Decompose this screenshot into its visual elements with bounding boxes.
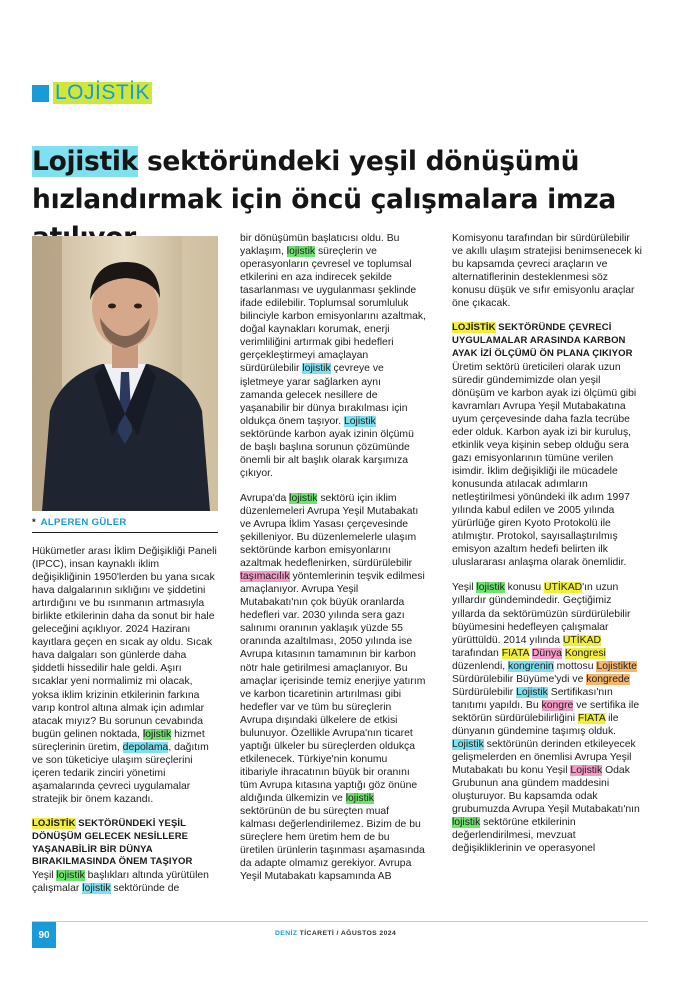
highlight-fiata: FIATA bbox=[577, 712, 606, 724]
text-run: sektörüne etkilerinin değerlendirilmesi, mevzuat değişikliklerinin ve operasyonel bbox=[452, 817, 596, 855]
highlight-utikad: UTİKAD bbox=[544, 582, 583, 594]
highlight-lojistik: LOJİSTİK bbox=[452, 322, 496, 334]
highlight-lojistik: Lojistik bbox=[570, 765, 603, 777]
col1-paragraph-1 bbox=[32, 545, 218, 806]
text-run: SEKTÖRÜNDEKİ YEŞİL DÖNÜŞÜM GELECEK NESİLLERE YAŞANABİLİR BİR DÜNYA BIRAKILMASINDA ÖNEM TAŞIYOR bbox=[32, 817, 193, 868]
highlight-kongrenin: kongrenin bbox=[508, 660, 554, 672]
text-run: çevreye ve işletmeye yarar sağlarken aynı zamanda gelecek nesillere de yaşanabilir bir dünya bırakılması için oldukça önem taşıyor. bbox=[240, 363, 408, 427]
footer-divider bbox=[32, 921, 648, 922]
col1-subheading bbox=[32, 818, 218, 869]
text-run: sektörünün de bu süreçten muaf kalması değerlendirilemez. Bizim de bu süreçlere hem üretim hem de bu üretilen ürünlerin taşınması aşamasında da adapte olmamız gerekiyor. Avrupa Yeşil Mutabakatı kapsamında AB bbox=[240, 806, 425, 883]
col2-paragraph-1 bbox=[240, 232, 426, 480]
footer-issue: TİCARETİ / AĞUSTOS 2024 bbox=[297, 930, 397, 937]
section-label: LOJİSTİK bbox=[55, 81, 151, 104]
highlight-lojistik: lojistik bbox=[289, 492, 318, 504]
footer-publication bbox=[275, 930, 396, 937]
column-2 bbox=[240, 232, 426, 883]
text-run: başlıkları altında yürütülen çalışmalar bbox=[32, 870, 209, 895]
text-run: Yeşil bbox=[32, 870, 57, 882]
highlight-lojistik: lojistik bbox=[302, 363, 331, 375]
text-run: bir dönüşümün başlatıcısı oldu. Bu yaklaşım, bbox=[240, 233, 400, 258]
highlight-tasimacilik: taşımacılık bbox=[240, 571, 290, 583]
text-run: düzenlendi, bbox=[452, 660, 509, 672]
spacer bbox=[32, 806, 218, 818]
highlight-dunya: Dünya bbox=[531, 647, 562, 659]
page-number: 90 bbox=[32, 922, 56, 948]
highlight-lojistik: lojistik bbox=[476, 582, 505, 594]
col2-paragraph-2 bbox=[240, 492, 426, 883]
highlight-kongresi: Kongresi bbox=[564, 647, 606, 659]
headline-line1-rest: sektöründeki yeşil dönüşümü bbox=[138, 146, 580, 177]
spacer bbox=[240, 480, 426, 492]
col3-paragraph-3 bbox=[452, 581, 642, 855]
text-run: , dağıtım ve son tüketiciye ulaşım süreçlerini içeren tedarik zinciri yönetimi aşamalarında çevreci uygulamalar stratejik bir önem kazandı. bbox=[32, 741, 209, 805]
column-1 bbox=[32, 545, 218, 895]
text-run: süreçlerin ve operasyonların çevresel ve toplumsal etkilerini en aza indirecek şekilde tasarlanması ve uygulanması şeklinde ifade edilebilir. Toplumsal sorumluluk bilinciyle karbon emisyonlarını azaltmak, doğal kaynakları korumak, enerji verimliliğini artırmak gibi hedefleri gerçekleştirmeyi amaçlayan sürdürülebilir bbox=[240, 246, 426, 375]
highlight-kongrede: kongrede bbox=[586, 673, 630, 685]
text-run: sektöründe karbon ayak izinin ölçümü de başlı başlına sorunun çözümünde önemli bir alt başlık olarak karşımıza çıkıyor. bbox=[240, 428, 414, 479]
highlight-lojistik: Lojistik bbox=[452, 738, 484, 750]
text-run: sektörünün derinden etkileyecek gelişmelerden en önemlisi Avrupa Yeşil Mutabakatı bu konu Yeşil bbox=[452, 738, 636, 777]
highlight-lojistik: lojistik bbox=[82, 883, 111, 895]
text-run: Hükümetler arası İklim Değişikliği Paneli (IPCC), insan kaynaklı iklim değişikliğinin 1950'lerden bu yana sıcak hava dalgalarının sıklığını ve şiddetini artırdığını ve bu ısınmanın artmasıyla birlikte etkilerinin daha da sonut bir hale geleceğini açıklıyor. 2024 Haziranı kayıtlara geçen en sıcak ay oldu. Sıcak hava dalgaları son günlerde daha şiddetli hissedilir hale geldi. Aşırı sıcaklar yeni normalimiz mi olacak, yoksa iklim krizinin etkilerinin farkına varıp kontrol altına almak için adımlar atacak mıyız? Bu sorunun cevabında bugün gelinen noktada, bbox=[32, 546, 217, 740]
text-run: konusu bbox=[504, 582, 545, 594]
caption-asterisk: * bbox=[32, 517, 37, 528]
col3-paragraph-1: Komisyonu tarafından bir sürdürülebilir ve akıllı ulaşım stratejisi benimsenecek ki bu kapsamda çevreci araçların ve alternatiflerinin desteklenmesi söz konusu düşük ve sıfır emisyonlu araçlar öne çıkacak. bbox=[452, 233, 642, 310]
section-square-icon bbox=[32, 85, 49, 102]
col3-paragraph-2: Üretim sektörü üreticileri olarak uzun süredir gündemimizde olan yeşil dönüşüm ve karbon ayak izi ölçümü gibi kavramları Avrupa Yeşil Mutabakatına uyum çerçevesinde daha fazla tecrübe eder olduk. Karbon ayak izi bir kuruluş, etkinlik veya kişinin sebep olduğu sera gazı emisyonlarının tümüne verilen isimdir. İklim değişikliği ile mücadele konusunda atılacak adımların netleştirilmesi yönündeki ilk adım 1997 yılında kabul edilen ve 2005 yılında yürürlüğe giren Kyoto Protokolü ile atılmıştır. Protokol, sayısallaştırılmış emisyon azaltım hedefi belirten ilk uluslararası anlaşma olarak önemlidir. bbox=[452, 361, 637, 569]
text-run: ve sertifika ile sektörün sürdürülebilirliğini bbox=[452, 699, 640, 724]
text-run: Sürdürülebilir Büyüme'ydi ve bbox=[452, 673, 587, 685]
spacer bbox=[452, 310, 642, 322]
highlight-lojistikte: Lojistikte bbox=[596, 660, 637, 672]
text-run: ile dünyanın gündemine taşımış olduk. bbox=[452, 712, 619, 737]
author-photo-image bbox=[32, 236, 218, 511]
column-3 bbox=[452, 232, 642, 855]
highlight-fiata: FIATA bbox=[501, 647, 530, 659]
text-run: yöntemlerinin teşvik edilmesi amaçlanıyor. Avrupa Yeşil Mutabakatı'nın çok büyük oranlarda hedefleri var. 2030 yılında sera gazı salınımı oranının yaklaşık yüzde 55 oranında azaltılması, 2050 yılında ise Avrupa kıtasının tamamının bir karbon nötr hale getirilmesi amaçlanıyor. Bu amaçlar içerisinde temiz enerjiye yatırım ve karbon ticaretinin artırılması gibi hedefler var ve tüm bu süreçlerin Avrupa dışındaki ülkelere de etkisi bulunuyor. Özellikle Avrupa'nın ticaret yaptığı ülkeler bu süreçlerden oldukça etkilenecek. Türkiye'nin konumu itibariyle ihracatının büyük bir oranını tüm Avrupa kıtasına yaptığı göz önüne aldığında ülkemizin ve bbox=[240, 571, 426, 804]
text-run: tarafından bbox=[452, 647, 502, 659]
text-run: Sertifikası'nın tanıtımı yapıldı. Bu bbox=[452, 686, 613, 711]
text-run: Yeşil bbox=[452, 582, 477, 594]
author-photo bbox=[32, 236, 218, 511]
text-run: SEKTÖRÜNDE ÇEVRECİ UYGULAMALAR ARASINDA KARBON AYAK İZİ ÖLÇÜMÜ ÖN PLANA ÇIKIYOR bbox=[452, 322, 633, 359]
text-run: mottosu bbox=[553, 660, 597, 672]
photo-caption bbox=[32, 517, 127, 528]
text-run: sektörü için iklim düzenlemeleri Avrupa Yeşil Mutabakatı ve Avrupa İklim Yasası çerçevesinde şekilleniyor. Bu düzenlemelerle ulaşım sektöründe karbon emisyonlarını azaltmak hedeflenirken, sürdürülebilir bbox=[240, 492, 419, 570]
highlight-lojistik: Lojistik bbox=[343, 415, 376, 427]
highlight-kongre: kongre bbox=[541, 699, 574, 711]
caption-name: ALPEREN GÜLER bbox=[40, 517, 127, 528]
text-run: Sürdürülebilir bbox=[452, 686, 517, 698]
highlight-lojistik: lojistik bbox=[452, 817, 481, 829]
highlight-lojistik: lojistik bbox=[56, 870, 85, 882]
highlight-depolama: depolama bbox=[122, 741, 169, 753]
highlight-lojistik: lojistik bbox=[142, 728, 172, 740]
col3-subheading bbox=[452, 322, 642, 360]
text-run: Avrupa'da bbox=[240, 492, 290, 504]
highlight-lojistik: Lojistik bbox=[516, 686, 548, 698]
highlight-lojistik: lojistik bbox=[286, 246, 316, 258]
headline-highlight: Lojistik bbox=[32, 146, 139, 177]
section-tag bbox=[32, 82, 152, 104]
text-run: hizmet süreçlerinin üretim, bbox=[32, 728, 205, 753]
text-run: Odak Grubunun ana gündem maddesini oluşturuyor. Bu kapsamda odak grubumuzda Avrupa Yeşil Mutabakatı'nın bbox=[452, 765, 640, 816]
spacer bbox=[452, 569, 642, 581]
highlight-lojistik: lojistik bbox=[345, 792, 374, 804]
highlight-utikad: UTİKAD bbox=[562, 634, 602, 646]
text-run: 'ın uzun yıllardır gündemindedir. Geçtiğimiz yıllarda da sektörümüzün sürdürülebilir büyümesini hedefleyen çalışmalar yürüttüldü. 2014 yılında bbox=[452, 582, 631, 646]
footer-brand: DENİZ bbox=[275, 930, 298, 937]
text-run: sektöründe de bbox=[110, 883, 180, 895]
caption-divider bbox=[32, 532, 218, 533]
col1-paragraph-2 bbox=[32, 869, 218, 895]
headline-line2: hızlandırmak için öncü çalışmalara imza bbox=[32, 184, 616, 215]
highlight-lojistik: LOJİSTİK bbox=[32, 817, 76, 829]
